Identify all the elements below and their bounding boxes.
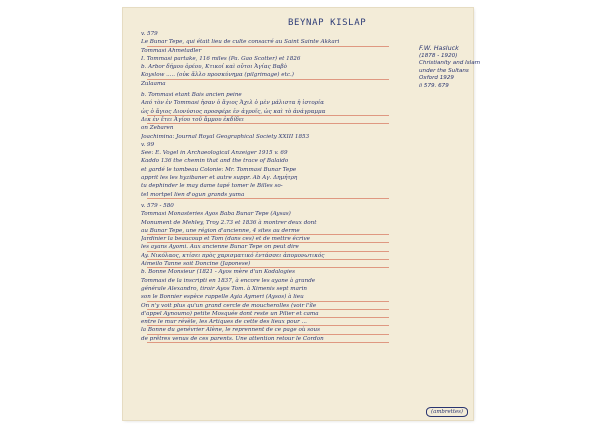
note-line: les ayans Ayomi. Aux ancienne Bunar Tepe on peut dire bbox=[141, 243, 409, 251]
note-line: b. Tommasi etant Bais ancien peine bbox=[141, 92, 242, 99]
citation-author: F.W. Hasluck bbox=[419, 44, 459, 52]
note-line: Monument de Mehley, Troy 2.73 et 1836 à montrer deux dont bbox=[141, 219, 317, 226]
side-citation bbox=[419, 44, 481, 91]
note-line: tu dephinder le may dame tapé tomer le Billes so- bbox=[141, 183, 283, 190]
note-line: On n'y voit plus qu'un grand cercle de moucherolles (voir l'île bbox=[141, 302, 409, 310]
handwritten-notes bbox=[141, 30, 409, 343]
note-line: Le Bunar Tepe, qui était lieu de culte consacré au Saint Sainte Akkari bbox=[141, 38, 409, 46]
note-line: Tommasi de la inscripti en 1837, à encore les ayane à grande bbox=[141, 277, 316, 284]
note-line: I. Tommasi partake, 116 miles (Pa. Gao Scotter) et 1826 bbox=[141, 55, 301, 62]
note-line: son le Bonnier espèce rappelle Ayia Aymeri (Aysos) à lieu bbox=[141, 293, 409, 301]
note-line: Aπό τὸν ἐν Tommasi ἦσαν ὁ ἄγιος Ἀχιλ ὁ μὲν μάλιστα ἡ ἱστορία bbox=[141, 100, 324, 107]
page-stamp: (ambrettes) bbox=[426, 407, 468, 417]
note-line: Ay. Νικόλαος, κτίσει πρὸς χαρισματικό ἐντάσσει ἀπομονωτικός bbox=[141, 252, 409, 260]
note-line: Joachimina: Journal Royal Geographical Society XXIII 1853 bbox=[141, 133, 310, 140]
note-line: on Zebaren bbox=[141, 125, 174, 132]
note-line: Aimeilo Tanne soit Doncine (Japonese) bbox=[141, 260, 409, 268]
note-line: b. Arbor δήμου ὁρέου, Κτικοί καὶ οὗτοι Ἀγίας Βαβὸ bbox=[141, 64, 287, 71]
note-line: apprit les les hyzibaner et autre suppr. Ab Aγ. Δημήτρη bbox=[141, 175, 298, 182]
note-line: v. 579 bbox=[141, 31, 158, 37]
note-line: b. Bonne Monsieur (1821 - Ayos mère d'un Kodalogies bbox=[141, 269, 295, 276]
note-line: Koyslow ..... (οὐκ ἄλλο προσκύνημα (pilgrimage) etc.) bbox=[141, 71, 409, 79]
note-line: et gardé le tombeau Colonie: Mr. Tommasi Bunar Tepe bbox=[141, 166, 297, 173]
note-line: See: E. Vogel in Archaeological Anzeiger 1915 v. 69 bbox=[141, 150, 288, 157]
note-line: Zulaama bbox=[141, 80, 166, 87]
note-line: de prêtres venus de ces parents. Une attention retour le Cordon bbox=[141, 335, 409, 343]
note-line: au Bunar Tepe, une région d'ancienne, 4 sites au derme bbox=[141, 227, 409, 235]
note-line: v. 579 - 580 bbox=[141, 202, 174, 209]
citation-line: Oxford 1929 bbox=[419, 75, 454, 82]
citation-line: under the Sultans bbox=[419, 67, 469, 74]
note-line: Kaddo 136 the chemin that and the trace of Balaido bbox=[141, 158, 289, 165]
note-line: tel mortpel lien d'ogun grands yuma bbox=[141, 191, 409, 199]
note-line: d'appel Aynoumo) petite Mosquée dont reste un Pilier et cama bbox=[141, 310, 409, 318]
citation-line: ii 579. 679 bbox=[419, 82, 449, 89]
note-line: Tommasi Ahmetadler bbox=[141, 47, 202, 54]
note-line: entre le mur révèle, les Artiques de cette des lieux pour ... bbox=[141, 318, 409, 326]
note-line: Δικ ἐν ἔτει Ἀγίου τοῦ ἄμμου ἐκδίδει bbox=[141, 116, 409, 124]
note-line: ὡς ὁ ἅγιος Διονύσιος προσφέρε ἐν ἀγροῖς, ὡς καὶ τὸ ἀνάγραμμα bbox=[141, 108, 409, 116]
citation-line: Christianity and Islam bbox=[419, 60, 481, 67]
citation-dates: (1878 - 1920) bbox=[419, 52, 458, 59]
note-line: v. 99 bbox=[141, 141, 155, 148]
note-line: Jardinier la beaucoup et Tom (dans ces) et de mettre écrive bbox=[141, 235, 409, 243]
document-title: BEYNAP KISLAP bbox=[288, 18, 367, 28]
note-line: Tommasi Monasteries Ayos Baba Bunar Tepe (Aysas) bbox=[141, 211, 291, 218]
note-line: la Bonne du genévrier Alène, le reprennent de ce page où sous bbox=[141, 326, 409, 334]
note-line: générale Alexandro, tiroir Ayos Tom. à Ximenis sept marin bbox=[141, 285, 307, 292]
